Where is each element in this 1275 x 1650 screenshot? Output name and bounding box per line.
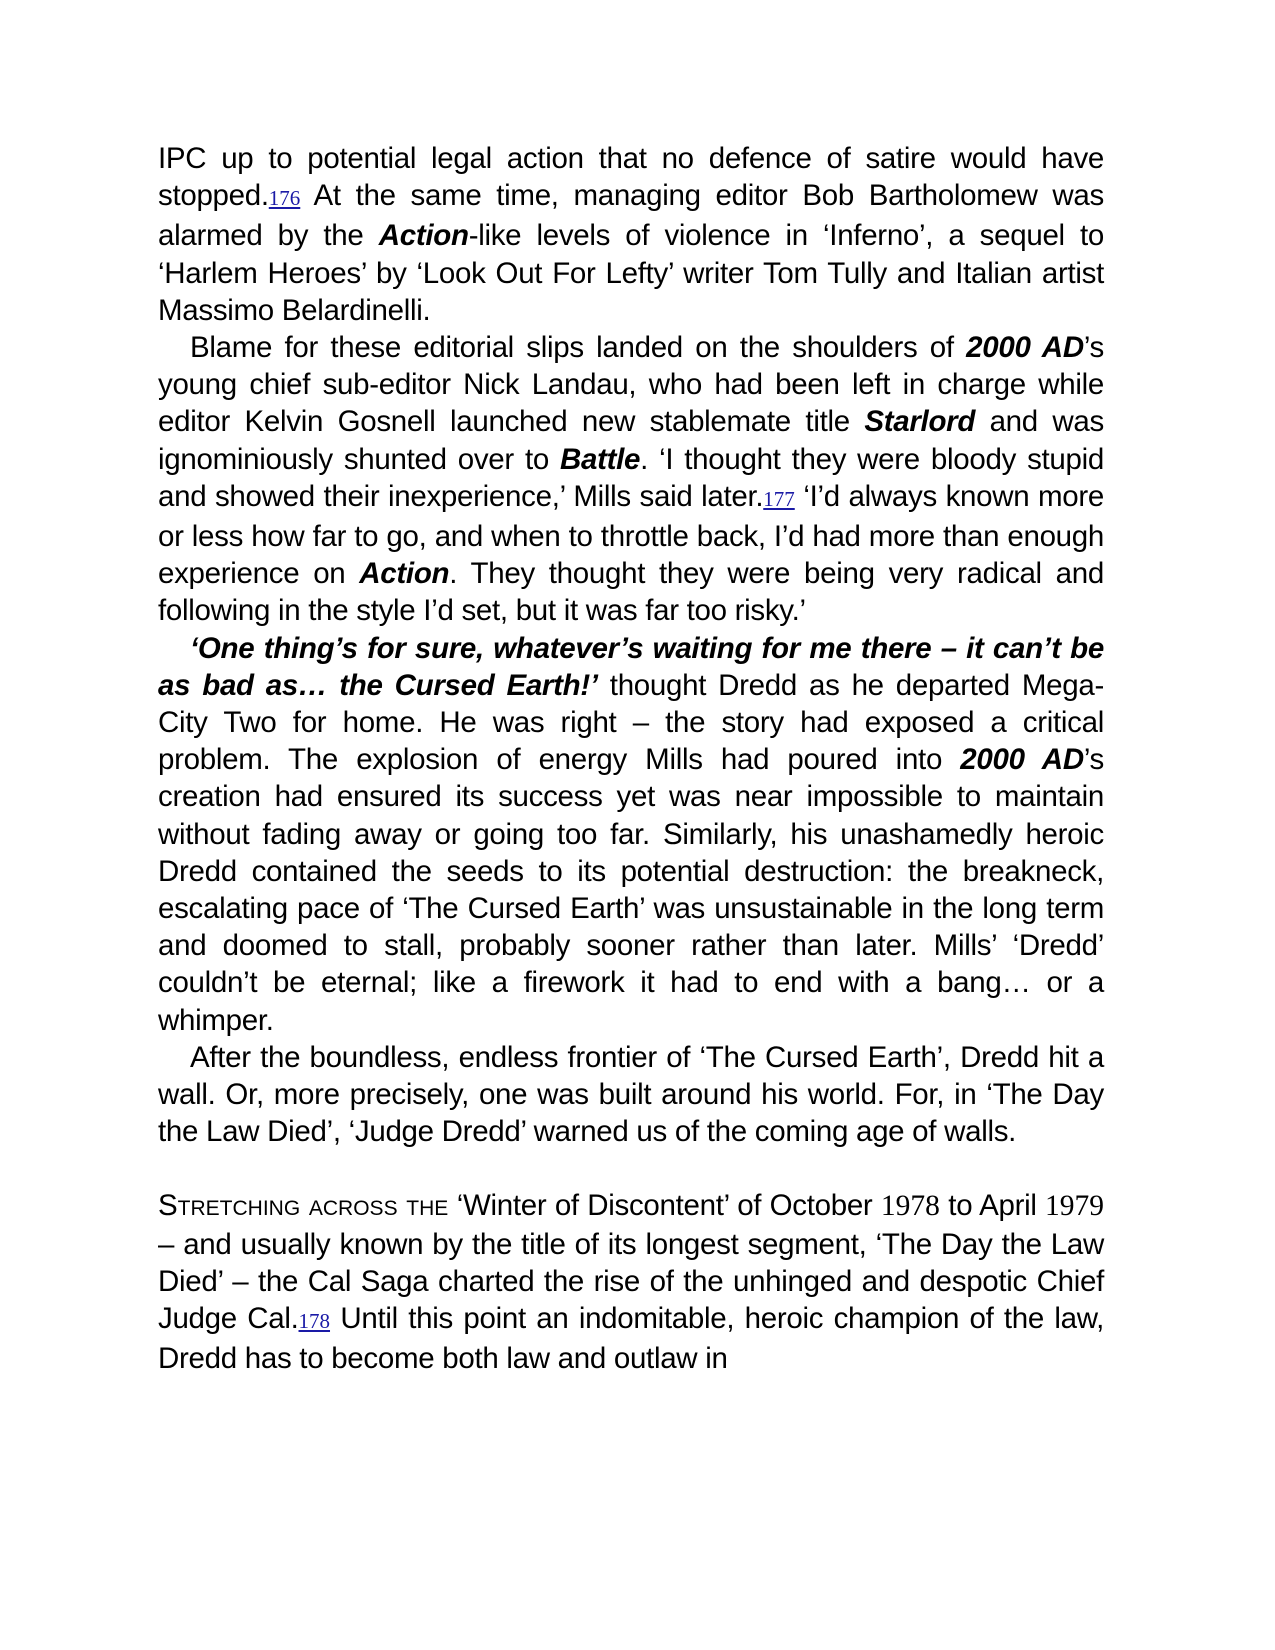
- footnote-link-176[interactable]: 176: [268, 186, 301, 211]
- text-run: At the same time, managing editor Bob Bartholomew was alarmed by the: [158, 179, 1104, 253]
- paragraph-4: After the boundless, endless frontier of ‘The Cursed Earth’, Dredd hit a wall. Or, more precisely, one was built around his world. For, in ‘The Day the Law Died’, ‘Judge Dredd’ warned us of the coming age of walls.: [158, 1040, 1104, 1149]
- text-run: ‘Winter of Discontent’ of October: [448, 1189, 881, 1223]
- text-run: to April: [939, 1189, 1046, 1223]
- footnote-link-178[interactable]: 178: [298, 1309, 331, 1334]
- title-2000ad: 2000 AD: [966, 331, 1084, 365]
- title-2000ad: 2000 AD: [960, 743, 1084, 777]
- title-battle: Battle: [559, 442, 641, 476]
- paragraph-5: [158, 1187, 1104, 1377]
- paragraph-1: [158, 140, 1104, 329]
- year: 1979: [1045, 1190, 1105, 1223]
- text-run: ‘I’d always known more or less how far to go, and when to throttle back, I’d had more than enough experience on: [158, 479, 1104, 591]
- section-break: [158, 1150, 1104, 1187]
- text-run: -like levels of violence in ‘Inferno’, a sequel to ‘Harlem Heroes’ by ‘Look Out For Lefty’ writer Tom Tully and Italian artist Massimo Belardinelli.: [158, 219, 1104, 327]
- text-run: Blame for these editorial slips landed on the shoulders of: [190, 331, 967, 365]
- title-action: Action: [359, 557, 450, 591]
- text-run: ’s young chief sub-editor Nick Landau, who had been left in charge while editor Kelvin Gosnell launched new stablemate title: [158, 331, 1104, 439]
- text-run: . They thought they were being very radical and following in the style I’d set, but it was far too risky.’: [158, 557, 1105, 628]
- text-run: . ‘I thought they were bloody stupid and showed their inexperience,’ Mills said later.: [158, 442, 1104, 513]
- text-run: – and usually known by the title of its longest segment, ‘The Day the Law Died’ – the Cal Saga charted the rise of the unhinged and despotic Chief Judge Cal.: [158, 1227, 1104, 1336]
- text-run: ’s creation had ensured its success yet was near impossible to maintain without fading away or going too far. Similarly, his unashamedly heroic Dredd contained the seeds to its potential destruction: the breakneck, escalating pace of ‘The Cursed Earth’ was unsustainable in the long term and doomed to stall, probably sooner rather than later. Mills’ ‘Dredd’ couldn’t be eternal; like a firework it had to end with a bang… or a whimper.: [158, 743, 1104, 1037]
- footnote-link-177[interactable]: 177: [763, 486, 795, 511]
- paragraph-3: [158, 630, 1104, 1039]
- small-caps-lead: Stretching across the: [158, 1189, 449, 1223]
- title-starlord: Starlord: [864, 405, 976, 439]
- text-run: Until this point an indomitable, heroic champion of the law, Dredd has to become both law and outlaw in: [158, 1302, 1104, 1376]
- page-body: [158, 140, 1104, 1378]
- year: 1978: [880, 1190, 940, 1223]
- dredd-quote: ‘One thing’s for sure, whatever’s waiting for me there – it can’t be as bad as… the Cursed Earth!’: [158, 631, 1104, 702]
- title-action: Action: [378, 219, 469, 253]
- text-run: IPC up to potential legal action that no defence of satire would have stopped.: [158, 142, 1104, 213]
- paragraph-2: [158, 329, 1104, 630]
- text-run: thought Dredd as he departed Mega-City Two for home. He was right – the story had exposed a critical problem. The explosion of energy Mills had poured into: [158, 668, 1104, 777]
- text-run: and was ignominiously shunted over to: [158, 405, 1104, 476]
